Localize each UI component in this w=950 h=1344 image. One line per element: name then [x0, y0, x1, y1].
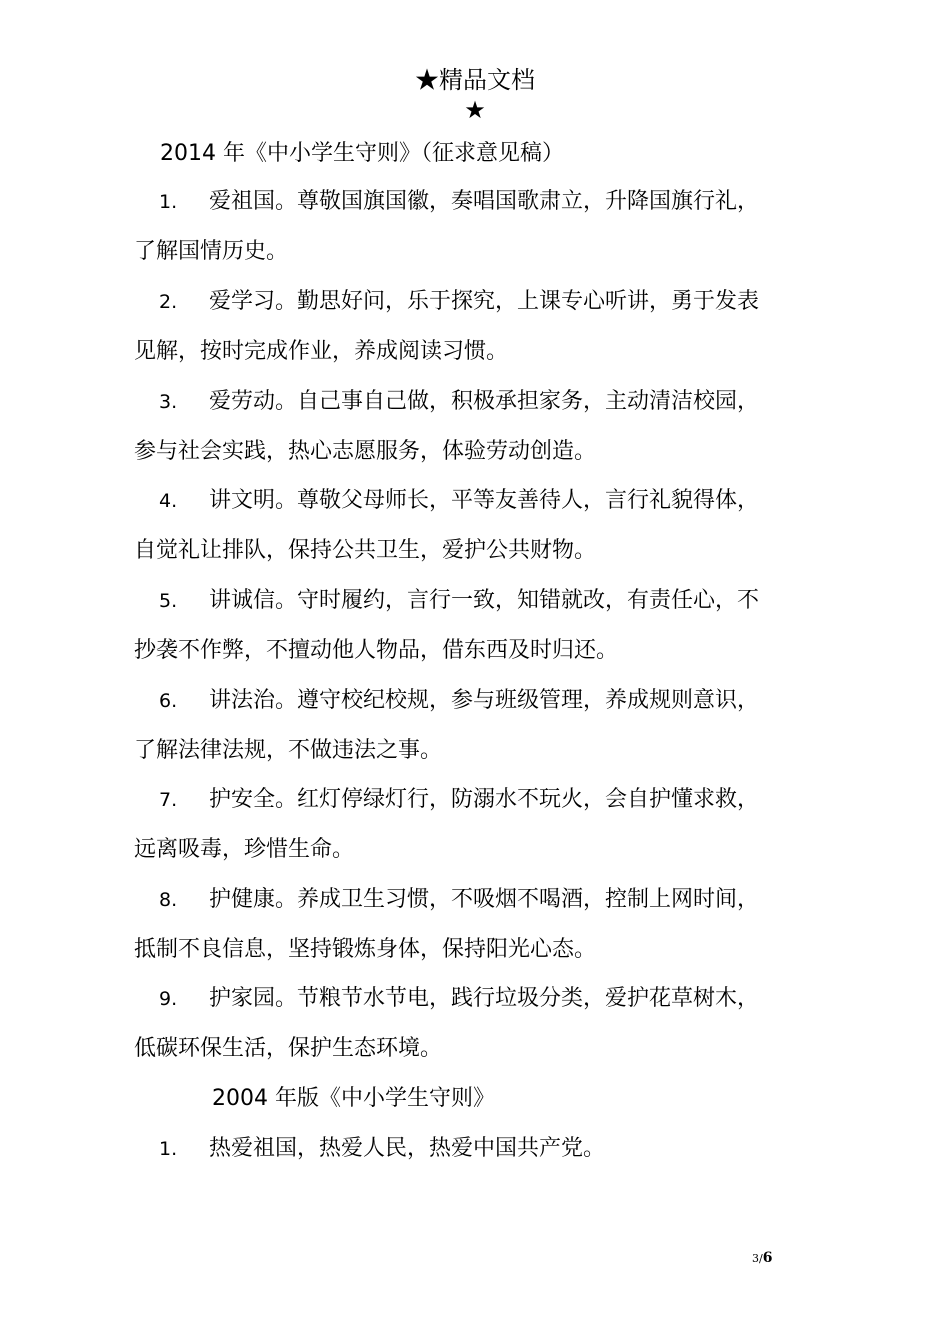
rule-item	[134, 885, 834, 965]
rule-number: 3.	[159, 391, 178, 413]
rule-item	[134, 187, 834, 267]
rule-continuation: 抵制不良信息，坚持锻炼身体，保持阳光心态。	[134, 937, 597, 962]
rule-item	[134, 984, 834, 1064]
rule-item	[134, 785, 834, 865]
rule-first-line	[134, 984, 834, 1014]
rule-text: 护健康。养成卫生习惯，不吸烟不喝酒，控制上网时间，	[209, 887, 760, 912]
rule-text: 讲文明。尊敬父母师长，平等友善待人，言行礼貌得体，	[209, 488, 760, 513]
rule-item	[134, 586, 834, 666]
section-title-2014: 2014 年《中小学生守则》（征求意见稿）	[160, 141, 564, 166]
rule-text: 讲诚信。守时履约，言行一致，知错就改，有责任心，不	[209, 588, 760, 613]
rule-item	[134, 387, 834, 467]
rule-text: 爱劳动。自己事自己做，积极承担家务，主动清洁校园，	[209, 389, 760, 414]
rule-continuation: 低碳环保生活，保护生态环境。	[134, 1036, 443, 1061]
rule-number: 1.	[159, 1138, 178, 1160]
rule-continuation: 了解国情历史。	[134, 239, 289, 264]
rule-item	[134, 1134, 834, 1164]
rule-text: 讲法治。遵守校纪校规，参与班级管理，养成规则意识，	[209, 688, 760, 713]
page-number-current: 3/	[752, 1252, 763, 1265]
rule-item	[134, 686, 834, 766]
section-title-2004: 2004 年版《中小学生守则》	[212, 1086, 495, 1111]
rule-first-line	[134, 1134, 834, 1164]
rule-continuation: 参与社会实践，热心志愿服务，体验劳动创造。	[134, 439, 597, 464]
rule-continuation: 抄袭不作弊，不擅动他人物品，借东西及时归还。	[134, 638, 619, 663]
rule-first-line	[134, 287, 834, 317]
rule-first-line	[134, 586, 834, 616]
rule-number: 5.	[159, 590, 178, 612]
rule-text: 热爱祖国，热爱人民，热爱中国共产党。	[209, 1136, 606, 1161]
rule-number: 9.	[159, 988, 178, 1010]
rule-continuation: 见解，按时完成作业，养成阅读习惯。	[134, 339, 509, 364]
rule-text: 护家园。节粮节水节电，践行垃圾分类，爱护花草树木，	[209, 986, 760, 1011]
rule-first-line	[134, 686, 834, 716]
rule-item	[134, 287, 834, 367]
rule-text: 爱学习。勤思好问，乐于探究，上课专心听讲，勇于发表	[209, 289, 760, 314]
rule-number: 4.	[159, 490, 178, 512]
document-header-star: ★	[464, 96, 486, 124]
rule-number: 1.	[159, 191, 178, 213]
rule-continuation: 了解法律法规，不做违法之事。	[134, 738, 443, 763]
rule-continuation: 远离吸毒，珍惜生命。	[134, 837, 355, 862]
rule-first-line	[134, 187, 834, 217]
rule-continuation: 自觉礼让排队，保持公共卫生，爱护公共财物。	[134, 538, 597, 563]
rule-first-line	[134, 387, 834, 417]
document-header-title: ★精品文档	[415, 66, 535, 94]
page-number-total: 6	[762, 1250, 773, 1266]
rule-text: 爱祖国。尊敬国旗国徽，奏唱国歌肃立，升降国旗行礼，	[209, 189, 760, 214]
rule-first-line	[134, 785, 834, 815]
rule-first-line	[134, 486, 834, 516]
rule-number: 7.	[159, 789, 178, 811]
rule-number: 8.	[159, 889, 178, 911]
page-number	[752, 1250, 772, 1267]
rule-number: 2.	[159, 291, 178, 313]
rule-text: 护安全。红灯停绿灯行，防溺水不玩火，会自护懂求救，	[209, 787, 760, 812]
rule-first-line	[134, 885, 834, 915]
rule-item	[134, 486, 834, 566]
rule-number: 6.	[159, 690, 178, 712]
